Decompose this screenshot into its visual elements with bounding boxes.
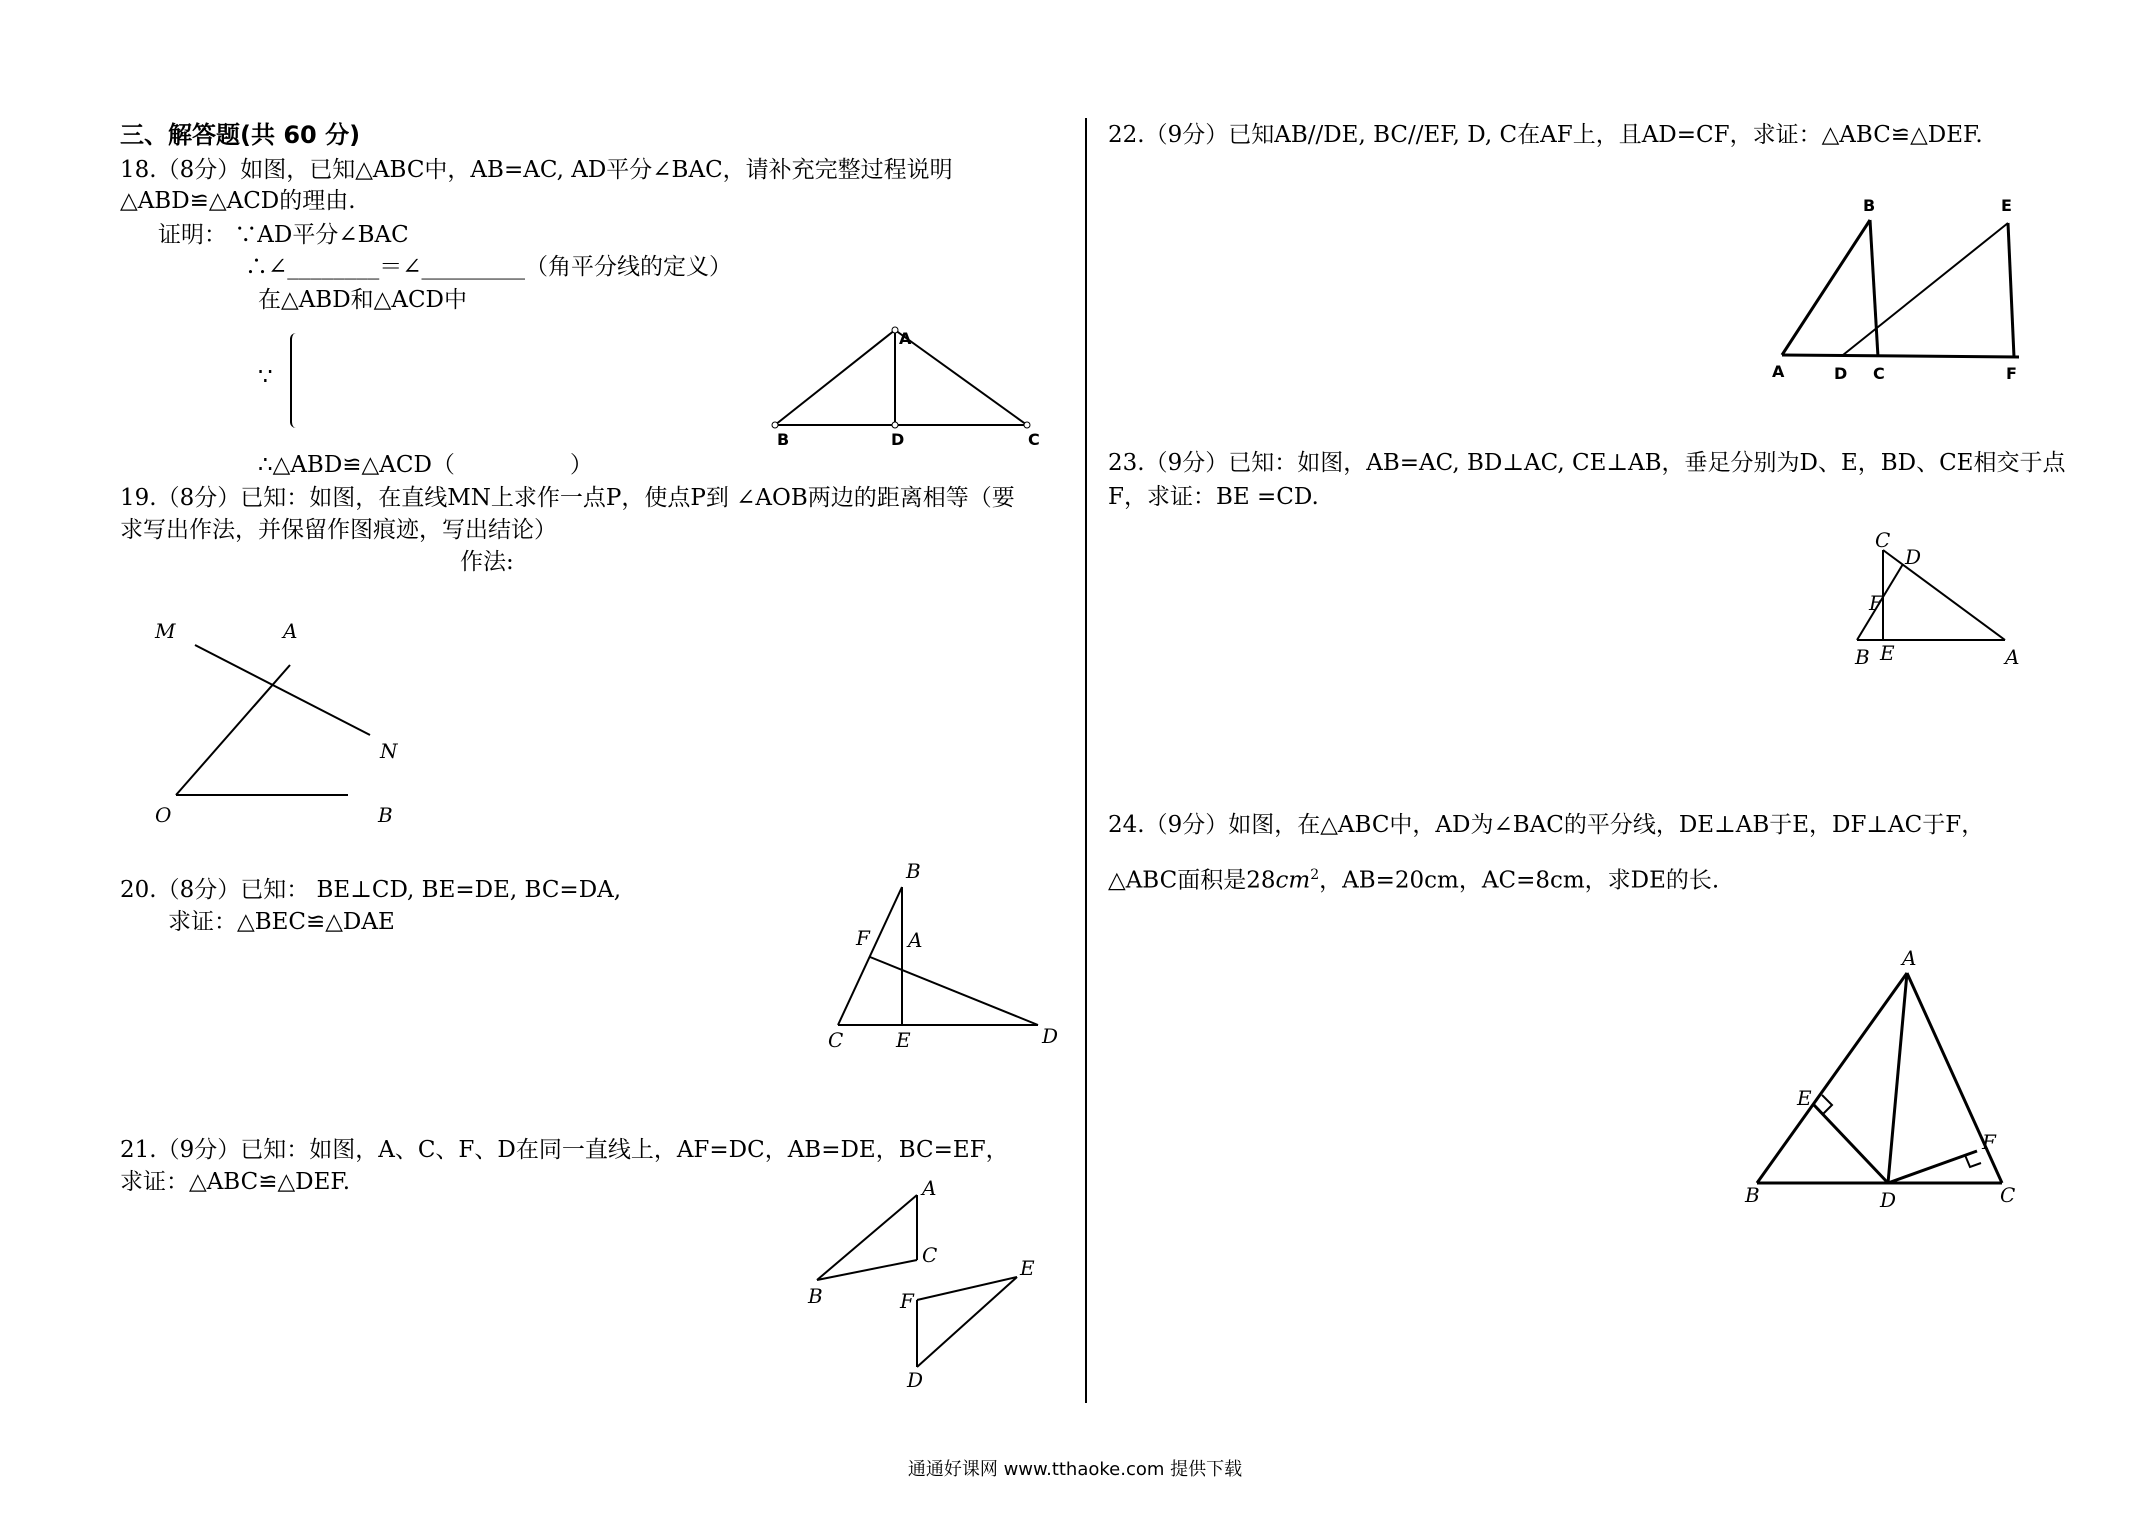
q20-label-c: C [828,1028,844,1052]
q23-label-f: F [1869,591,1883,615]
q18-label-a: A [899,329,912,348]
q18-conclusion: ∴△ABD≌△ACD（ ） [258,452,593,478]
q22-label-c: C [1873,364,1885,383]
q20-line1: 20.（8分）已知： BE⊥CD, BE=DE, BC=DA, [120,877,622,903]
q18-proof1: 证明： ∵AD平分∠BAC [158,222,409,248]
q19-label-a: A [283,619,298,643]
q19-line1: 19.（8分）已知：如图，在直线MN上求作一点P，使点P到 ∠AOB两边的距离相等（要 [120,485,1015,511]
q22-label-a: A [1772,362,1785,381]
q24-label-b: B [1745,1183,1760,1207]
q18-label-b: B [777,430,790,449]
q21-label-f: F [900,1289,914,1313]
q23-label-e: E [1880,641,1895,665]
q22-label-b: B [1863,196,1876,215]
q23-figure [1835,530,2035,680]
q23-label-a: A [2005,645,2020,669]
q20-figure [820,855,1070,1055]
q18-label-d: D [891,430,905,449]
q18-proof3: 在△ABD和△ACD中 [258,287,467,313]
q21-label-a: A [922,1176,937,1200]
section-title: 三、解答题(共 60 分) [120,121,361,149]
q20-label-b: B [906,859,921,883]
q24-unit-sup: 2 [1310,867,1320,883]
q22-label-f: F [2006,364,2017,383]
q20-label-d: D [1042,1024,1059,1048]
q19-label-m: M [155,619,176,643]
q21-label-e: E [1020,1256,1035,1280]
q24-line2-pre: △ABC面积是28 [1108,867,1276,894]
q20-label-f: F [856,926,870,950]
page-footer: 通通好课网 www.tthaoke.com 提供下载 [907,1459,1243,1480]
q18-brace [290,333,302,428]
q23-line1: 23.（9分）已知：如图，AB=AC, BD⊥AC, CE⊥AB，垂足分别为D、E，BD、CE相交于点 [1108,450,2066,476]
q18-figure [765,320,1065,450]
q24-label-e: E [1797,1086,1812,1110]
q20-label-e: E [896,1028,911,1052]
q24-label-f: F [1982,1130,1996,1154]
q23-label-b: B [1855,645,1870,669]
q20-label-a: A [908,928,923,952]
q23-label-c: C [1875,528,1891,552]
q24-line2 [1108,860,1719,896]
q19-method: 作法: [460,549,514,575]
q19-label-n: N [380,739,398,763]
column-divider [1085,118,1087,1403]
q18-proof2: ∴∠________＝∠_________（角平分线的定义） [245,254,733,280]
q22-line1: 22.（9分）已知AB//DE, BC//EF, D, C在AF上，且AD=CF，求证：△ABC≌△DEF. [1108,122,1983,148]
q24-line1: 24.（9分）如图，在△ABC中，AD为∠BAC的平分线，DE⊥AB于E，DF⊥AC于F， [1108,812,1985,838]
q23-label-d: D [1905,545,1922,569]
q22-label-d: D [1834,364,1848,383]
q19-label-b: B [378,803,393,827]
q22-figure [1770,185,2130,390]
q19-label-o: O [155,803,172,827]
q21-line2: 求证：△ABC≌△DEF. [120,1169,351,1195]
q19-line2: 求写出作法，并保留作图痕迹，写出结论） [120,517,557,543]
q20-line2: 求证：△BEC≌△DAE [168,909,395,935]
q24-label-d: D [1880,1188,1897,1212]
q18-line1: 18.（8分）如图，已知△ABC中，AB=AC, AD平分∠BAC，请补充完整过程说明 [120,157,953,183]
q24-figure [1735,945,2115,1215]
q18-because: ∵ [258,364,273,390]
q21-line1: 21.（9分）已知：如图，A、C、F、D在同一直线上，AF=DC，AB=DE，BC=EF， [120,1137,1009,1163]
q19-figure [150,615,430,835]
q18-line2: △ABD≌△ACD的理由. [120,188,356,214]
q24-unit: cm [1275,867,1311,894]
q22-label-e: E [2001,196,2012,215]
q24-line2-post: ，AB=20cm，AC=8cm，求DE的长. [1319,867,1720,894]
q21-label-d: D [907,1368,924,1392]
q21-label-b: B [808,1284,823,1308]
q23-line2: F，求证：BE =CD. [1108,484,1319,510]
q21-label-c: C [922,1243,938,1267]
q21-figure [800,1175,1060,1395]
q18-label-c: C [1028,430,1040,449]
q24-label-a: A [1902,946,1917,970]
q24-label-c: C [2000,1183,2016,1207]
